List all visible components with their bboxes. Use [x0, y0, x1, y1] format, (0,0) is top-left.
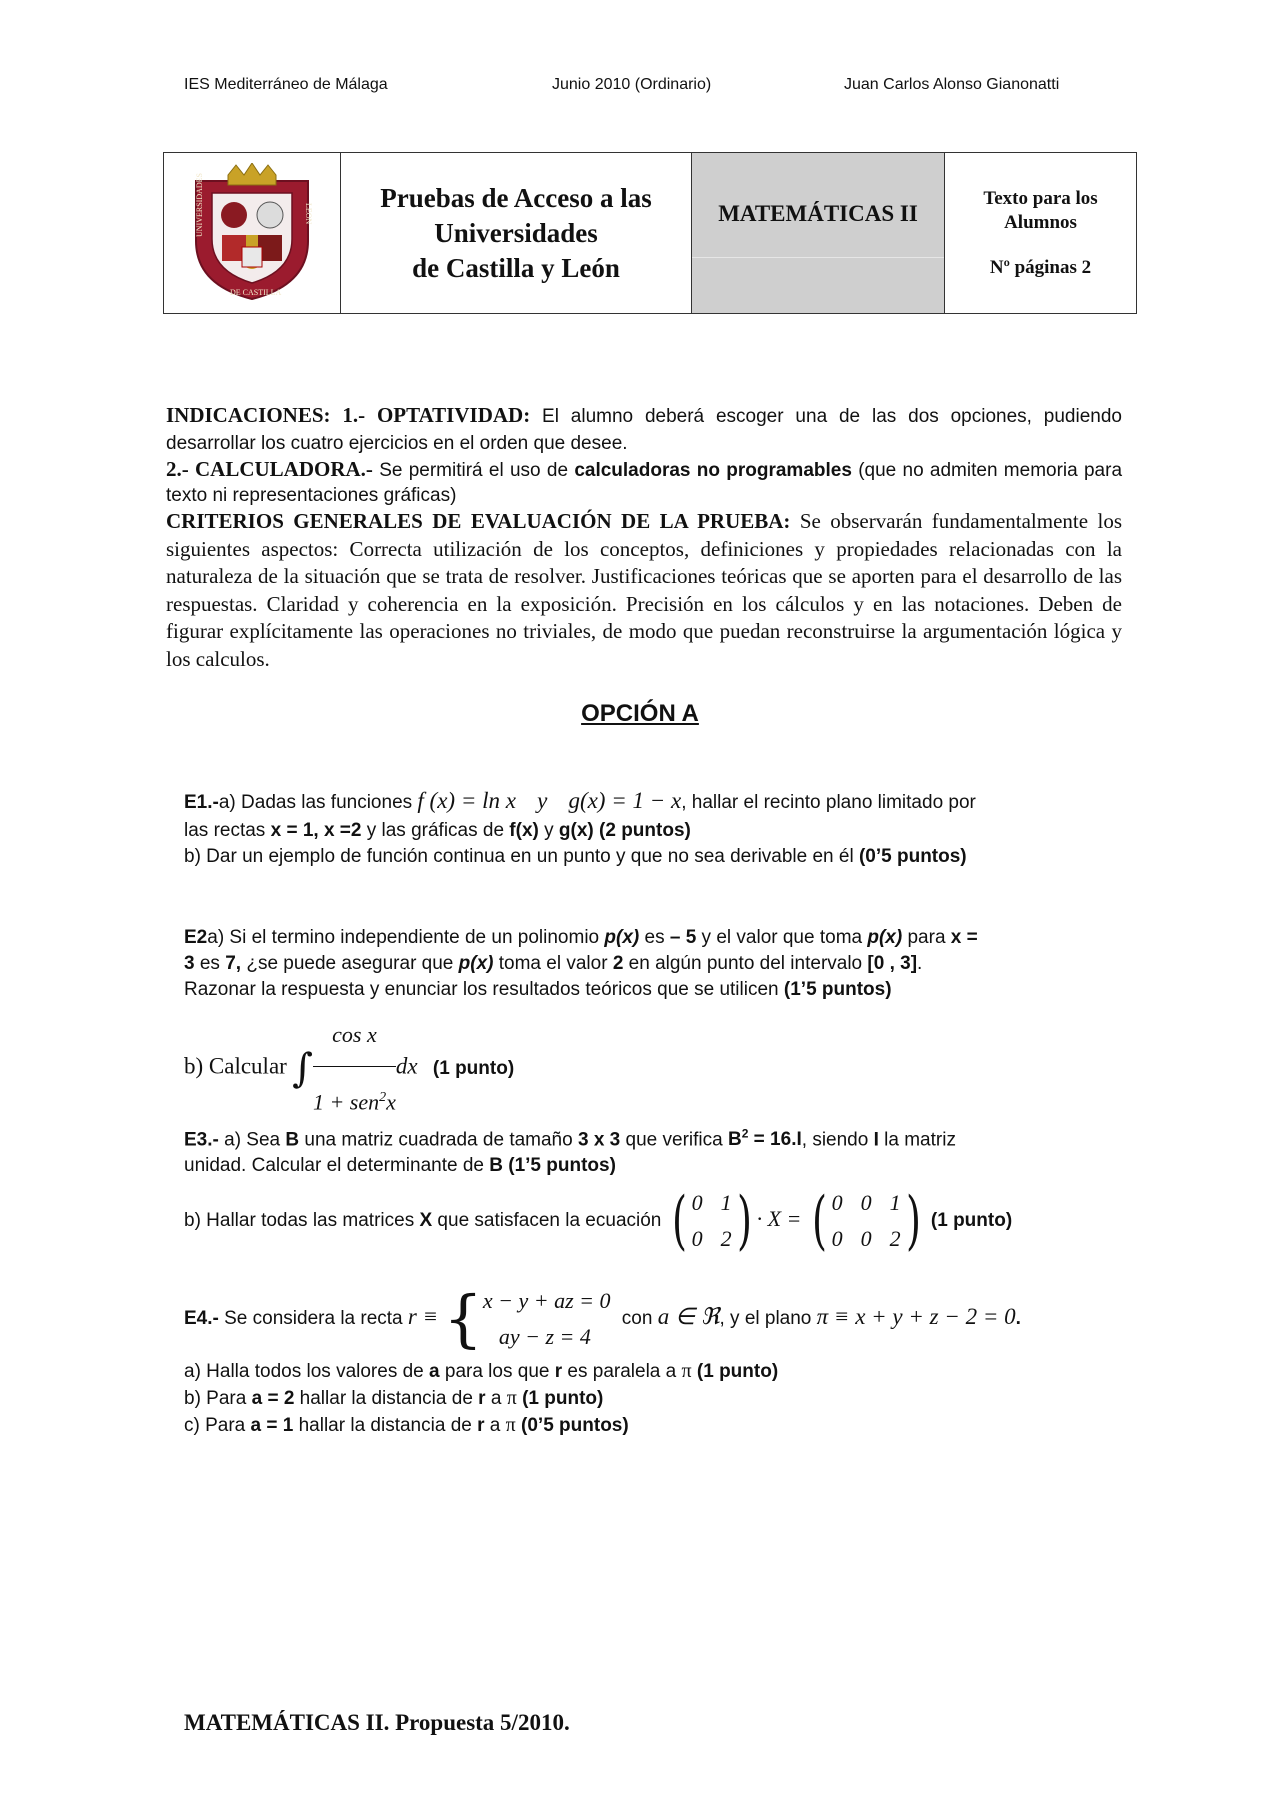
info-line-1b: Alumnos [1004, 212, 1077, 233]
title-box [163, 152, 1137, 314]
info-cell [945, 153, 1136, 313]
line-system [443, 1283, 610, 1355]
e4-b-points: (1 punto) [522, 1388, 604, 1409]
e4-c-points: (0’5 puntos) [521, 1415, 629, 1436]
e4-plane-equation: π ≡ x + y + z − 2 = 0 [816, 1304, 1016, 1329]
e3-line-3 [184, 1181, 1104, 1259]
e4-line-1 [184, 1278, 1104, 1358]
e2-numerator: cos x [313, 1005, 396, 1067]
e1-g-expression: g(x) = 1 − x [568, 788, 682, 813]
system-rows [483, 1283, 611, 1355]
calculadora-text-a: Se permitirá el uso de [372, 460, 575, 481]
e4-c-text1: c) Para [184, 1415, 251, 1436]
e4-a-text3: es paralela a [562, 1361, 682, 1382]
e1-a-text2: , hallar el recinto plano limitado por [681, 792, 976, 813]
e4-a-points: (1 punto) [696, 1361, 779, 1382]
e3-dot-X: · X = [756, 1206, 802, 1232]
e4-c-bold1: a = 1 [250, 1415, 294, 1436]
svg-text:DE CASTILLA: DE CASTILLA [230, 288, 282, 297]
exercise-e4 [184, 1278, 1104, 1439]
e2-a-text5: es [194, 953, 226, 974]
e4-text3: , y el plano [719, 1308, 817, 1329]
e3-B1: B [285, 1129, 300, 1151]
e4-b-text3: a [485, 1388, 507, 1409]
e4-pi-b: π [506, 1387, 517, 1409]
e2-line3-points: (1’5 puntos) [783, 979, 892, 1000]
e2-line-1 [184, 925, 1104, 951]
e3-line2-text: unidad. Calcular el determinante de [184, 1155, 490, 1177]
e4-a-bold2: r [554, 1361, 563, 1382]
exercise-e2 [184, 925, 1104, 1132]
exam-title-line-1: Pruebas de Acceso a las [380, 182, 652, 213]
e2-interval: [0 , 3] [867, 953, 918, 974]
exam-title-line-2: Universidades [434, 217, 598, 248]
e2-den-exp: 2 [379, 1090, 387, 1105]
instructions-item-1 [166, 402, 1122, 457]
e2-a-text3: y el valor que toma [696, 927, 868, 948]
matrix-a-grid [692, 1189, 732, 1253]
header-exam-date: Junio 2010 (Ordinario) [552, 76, 712, 93]
calculadora-label: 2.- CALCULADORA.- [166, 457, 373, 481]
e3-label: E3.- [184, 1129, 219, 1151]
e2-minus5: – 5 [669, 927, 697, 948]
matrix-b-right-paren: ) [905, 1184, 921, 1259]
e4-line-a [184, 1358, 1104, 1385]
e3-line-1 [184, 1121, 1104, 1153]
e2-line3-text: Razonar la respuesta y enunciar los resultados teóricos que se utilicen [184, 979, 784, 1000]
e1-line2-text1: las rectas [184, 820, 271, 841]
e2-p3: p(x) [458, 953, 494, 974]
e2-a-text1: a) Si el termino independiente de un polinomio [207, 927, 605, 948]
e3-eq-rest: = 16.I [748, 1129, 802, 1151]
e4-c-bold2: r [477, 1415, 485, 1436]
e4-b-bold2: r [478, 1388, 486, 1409]
system-row-1: x − y + az = 0 [482, 1287, 611, 1313]
e2-p2: p(x) [867, 927, 903, 948]
e2-fraction [313, 1005, 396, 1132]
running-header [184, 76, 1084, 98]
e3-a-text5: la matriz [878, 1129, 956, 1151]
e4-text1: Se considera la recta [218, 1308, 408, 1329]
subject-divider [692, 257, 944, 258]
matrix-a-right-paren: ) [736, 1184, 752, 1259]
instructions-label: INDICACIONES: [166, 403, 331, 427]
e3-b-text2: que satisfacen la ecuación [432, 1210, 662, 1232]
criterios-label: CRITERIOS GENERALES DE EVALUACIÓN DE LA PRUEBA: [166, 509, 791, 533]
calculadora-text-b: (que no admiten memoria para texto ni representaciones gráficas) [166, 460, 1123, 506]
e1-line-1 [184, 786, 1104, 818]
svg-text:UNIVERSIDADES: UNIVERSIDADES [195, 173, 204, 237]
criterios-paragraph [166, 508, 1122, 674]
e4-text2: con [621, 1308, 658, 1329]
matrix-b-left-paren: ( [811, 1184, 827, 1259]
e1-line2-bold2: f(x) [509, 820, 539, 841]
e4-r-equiv: r ≡ [407, 1304, 439, 1329]
e4-b-bold1: a = 2 [251, 1388, 295, 1409]
exercise-e1 [184, 786, 1104, 870]
e4-b-text2: hallar la distancia de [294, 1388, 479, 1409]
optatividad-text: El alumno deberá escoger una de las dos opciones, pudiendo desarrollar los cuatro ejercicios en el orden que desee. [166, 406, 1122, 454]
subject-name: MATEMÁTICAS II [718, 201, 918, 226]
e2-x3a: x = [950, 927, 978, 948]
subject-cell [692, 153, 945, 313]
exam-title-line-3: de Castilla y León [412, 252, 620, 283]
matrix-a-cell: 0 [691, 1190, 703, 1216]
logo-cell [164, 153, 341, 313]
matrix-b-cell: 0 [831, 1190, 843, 1216]
matrix-a [667, 1184, 757, 1259]
instructions-item-2 [166, 457, 1122, 508]
integral-sign: ∫ [292, 1045, 313, 1092]
e2-a-text4: para [902, 927, 951, 948]
e1-line2-text3: y [538, 820, 559, 841]
matrix-a-cell: 2 [720, 1226, 732, 1252]
e2-den-b: x [386, 1089, 396, 1115]
e1-line-3 [184, 844, 1104, 870]
e3-X: X [419, 1210, 433, 1232]
e2-a-text9: . [917, 953, 923, 974]
e3-I: I [873, 1129, 879, 1151]
e4-a-text1: a) Halla todos los valores de [184, 1361, 430, 1382]
calculadora-bold: calculadoras no programables [574, 460, 852, 481]
e3-eq-B: B [727, 1129, 742, 1151]
e3-a-text1: a) Sea [218, 1129, 286, 1151]
e1-b-points: (0’5 puntos) [858, 846, 967, 867]
matrix-b-cell: 0 [860, 1190, 872, 1216]
e1-label: E1.- [184, 792, 219, 813]
e3-a-text2: una matriz cuadrada de tamaño [299, 1129, 578, 1151]
e2-a-text8: en algún punto del intervalo [623, 953, 868, 974]
e4-pi-c: π [505, 1414, 516, 1436]
matrix-b-grid [832, 1189, 901, 1253]
e2-x3b: 3 [184, 953, 195, 974]
e1-line-2 [184, 818, 1104, 844]
e3-a-text4: , siendo [801, 1129, 874, 1151]
system-row-2: ay − z = 4 [498, 1323, 591, 1349]
matrix-b-cell: 2 [889, 1226, 901, 1252]
exam-title [341, 153, 692, 313]
header-author: Juan Carlos Alonso Gianonatti [844, 76, 1060, 93]
info-text-for-students [983, 187, 1097, 235]
e3-a-text3: que verifica [620, 1129, 728, 1151]
e2-two: 2 [612, 953, 624, 974]
e1-line2-text2: y las gráficas de [361, 820, 510, 841]
e4-c-text3: a [484, 1415, 506, 1436]
matrix-a-left-paren: ( [671, 1184, 687, 1259]
option-title: OPCIÓN A [581, 700, 699, 727]
page-footer: MATEMÁTICAS II. Propuesta 5/2010. [184, 1710, 570, 1735]
exercise-e3 [184, 1121, 1104, 1259]
system-brace: { [443, 1281, 483, 1355]
e1-a-text1: a) Dadas las funciones [218, 792, 418, 813]
e4-c-text2: hallar la distancia de [293, 1415, 478, 1436]
criterios-text: Se observarán fundamentalmente los siguientes aspectos: Correcta utilización de los conceptos, definiciones y propiedades relacionadas con la naturaleza de la situación que se trata de resolver. Justificaciones teóricas que se aporten para el desarrollo de las respuestas. Claridad y coherencia en la exposición. Precisión en los cálculos y en las notaciones. Deben de figurar explícitamente las operaciones no triviales, de modo que puedan reconstruirse la argumentación lógica y los calculos. [166, 509, 1122, 671]
optatividad-label: 1.- OPTATIVIDAD: [342, 403, 531, 427]
e4-a-bold1: a [429, 1361, 440, 1382]
matrix-b [807, 1184, 926, 1259]
e4-b-text1: b) Para [184, 1388, 252, 1409]
matrix-b-cell: 0 [831, 1226, 843, 1252]
matrix-b-cell: 0 [860, 1226, 872, 1252]
e4-line-b [184, 1385, 1104, 1412]
e3-line-2 [184, 1153, 1104, 1179]
e2-line-3 [184, 977, 1104, 1003]
e1-f-expression: f (x) = ln x [417, 788, 516, 813]
e3-line2-points: B (1’5 puntos) [489, 1155, 616, 1177]
e2-a-text7: toma el valor [493, 953, 613, 974]
info-line-1a: Texto para los [983, 188, 1098, 209]
instructions-section [166, 402, 1122, 674]
e2-b-points: (1 punto) [432, 1057, 515, 1079]
e3-eq-exp: 2 [741, 1127, 749, 1141]
e3-b-text1: b) Hallar todas las matrices [184, 1210, 420, 1232]
e4-a-in-R: a ∈ ℜ [657, 1304, 720, 1329]
e3-size: 3 x 3 [577, 1129, 621, 1151]
e1-line2-bold3: g(x) (2 puntos) [558, 820, 691, 841]
e1-y-word: y [537, 788, 548, 813]
e2-a-text2: es [639, 927, 670, 948]
svg-text:LEON: LEON [304, 203, 313, 225]
e4-pi: π [681, 1360, 692, 1382]
e4-period: . [1015, 1308, 1021, 1329]
e2-a-text6: ¿se puede asegurar que [241, 953, 459, 974]
e4-line-c [184, 1412, 1104, 1439]
info-page-count: Nº páginas 2 [989, 257, 1092, 278]
e1-line2-bold1: x = 1, x =2 [270, 820, 362, 841]
e2-p1: p(x) [604, 927, 640, 948]
e2-line-4 [184, 1005, 1104, 1132]
matrix-a-cell: 0 [691, 1226, 703, 1252]
e1-b-text: b) Dar un ejemplo de función continua en un punto y que no sea derivable en él [184, 846, 859, 867]
e2-line-2 [184, 951, 1104, 977]
e4-label: E4.- [184, 1308, 219, 1329]
matrix-b-cell: 1 [889, 1190, 901, 1216]
header-school: IES Mediterráneo de Málaga [184, 76, 388, 93]
e2-seven: 7, [225, 953, 242, 974]
matrix-a-cell: 1 [720, 1190, 732, 1216]
e2-label: E2 [184, 927, 208, 948]
university-crest-icon [190, 163, 314, 303]
e2-dx: dx [395, 1053, 418, 1079]
e4-a-text2: para los que [439, 1361, 555, 1382]
e2-den-a: 1 + sen [312, 1089, 380, 1115]
e3-b-points: (1 punto) [930, 1210, 1013, 1232]
e2-b-label: b) Calcular [184, 1053, 287, 1079]
